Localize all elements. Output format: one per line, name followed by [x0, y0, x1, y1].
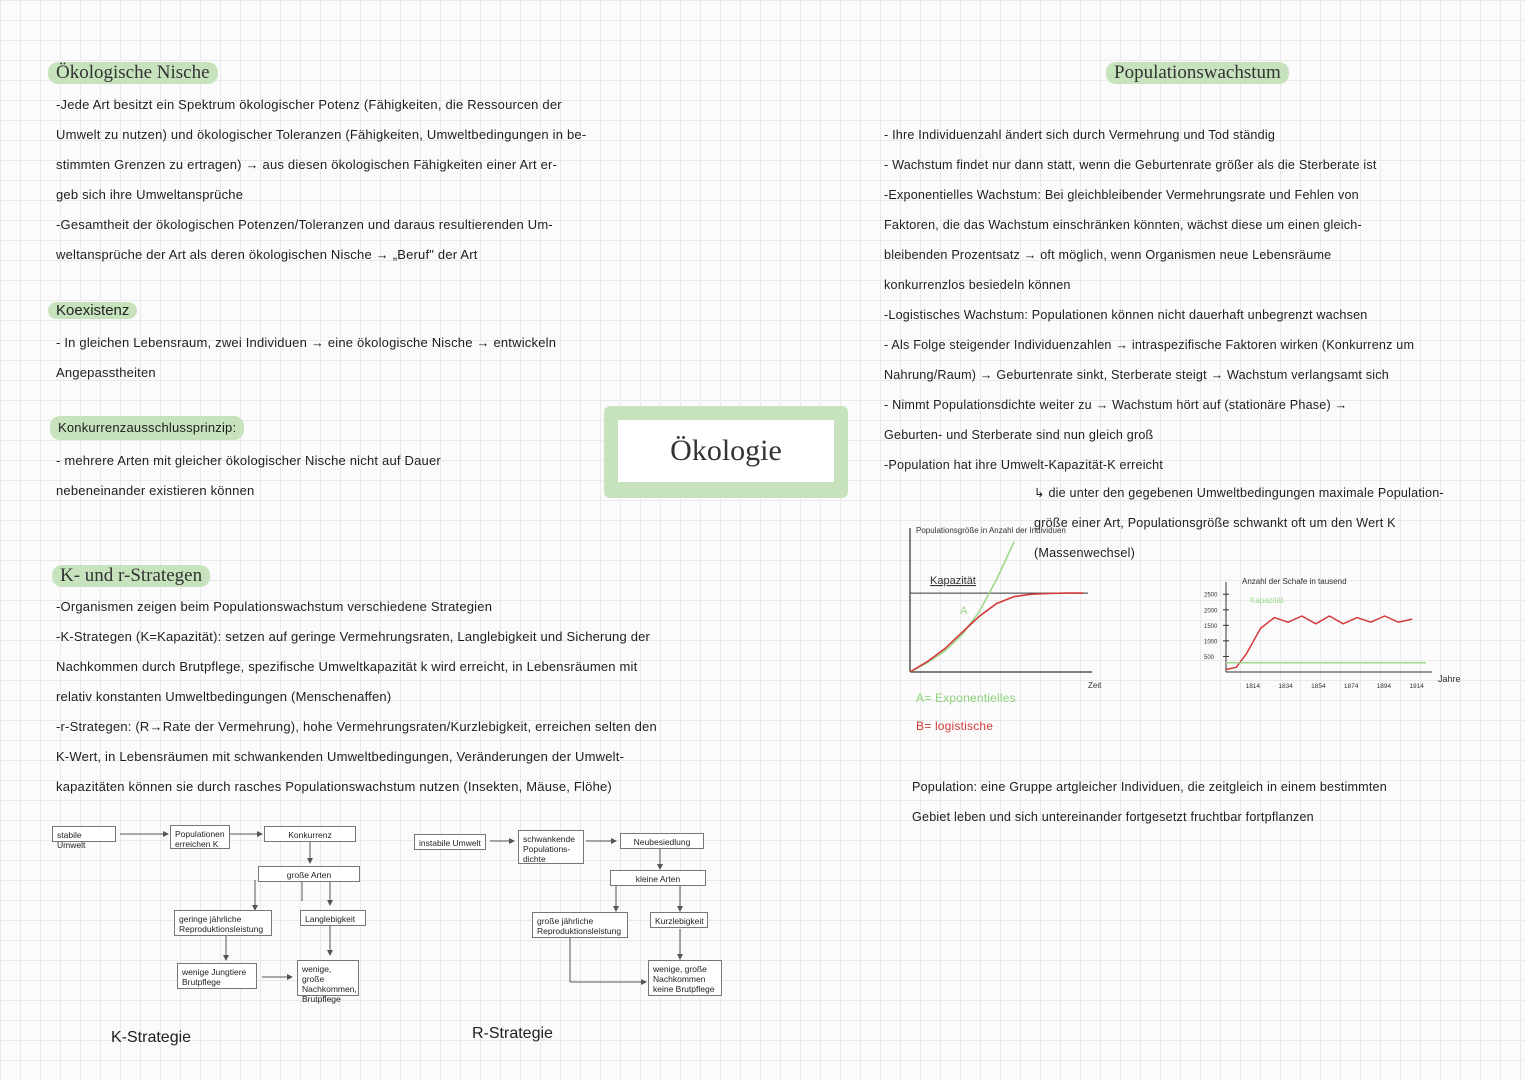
population-line: -Logistisches Wachstum: Populationen können nicht dauerhaft unbegrenzt wachsen	[884, 308, 1368, 322]
nische-line: geb sich ihre Umweltansprüche	[56, 187, 244, 202]
sheep-ytick-label: 2500	[1204, 592, 1218, 599]
note-line: ↳ die unter den gegebenen Umweltbedingungen maximale Population-	[1034, 486, 1444, 500]
strategen-line: Nachkommen durch Brutpflege, spezifische Umweltkapazität k wird erreicht, in Lebensräumen mit	[56, 659, 638, 674]
growth-chart-capacity-label: Kapazität	[930, 575, 976, 587]
population-line: bleibenden Prozentsatz → oft möglich, wenn Organismen neue Lebensräume	[884, 248, 1332, 262]
k-box-geringe-reproduktion: geringe jährliche Reproduktionsleistung	[174, 910, 272, 936]
koexistenz-title: Koexistenz	[48, 302, 137, 319]
koexistenz-line: Angepasstheiten	[56, 365, 156, 380]
growth-chart-series-a-label: A	[960, 605, 968, 617]
strategen-text	[56, 592, 657, 802]
sheep-chart	[1200, 570, 1470, 700]
k-box-wenige-grosse-nachkommen: wenige, große Nachkommen, Brutpflege	[297, 960, 359, 996]
population-line: Geburten- und Sterberate sind nun gleich groß	[884, 428, 1154, 442]
growth-chart-ylabel: Populationsgröße in Anzahl der Individuen	[916, 526, 1066, 535]
sheep-ytick-label: 2000	[1204, 608, 1218, 615]
r-box-schwankende-populationsdichte: schwankende Populations-dichte	[518, 830, 584, 864]
growth-series-b	[910, 593, 1083, 672]
konkurrenz-text	[56, 446, 441, 506]
growth-chart	[896, 520, 1126, 710]
koexistenz-line: - In gleichen Lebensraum, zwei Individuen → eine ökologische Nische → entwickeln	[56, 335, 557, 350]
strategen-line: kapazitäten können sie durch rasches Populationswachstum nutzen (Insekten, Mäuse, Flöhe)	[56, 779, 612, 794]
strategen-line: relativ konstanten Umweltbedingungen (Menschenaffen)	[56, 689, 392, 704]
nische-line: -Jede Art besitzt ein Spektrum ökologischer Potenz (Fähigkeiten, die Ressourcen der	[56, 97, 562, 112]
sheep-xtick-label: 1894	[1376, 683, 1392, 690]
population-line: - Als Folge steigender Individuenzahlen → intraspezifische Faktoren wirken (Konkurrenz um	[884, 338, 1415, 352]
strategen-title: K- und r-Strategen	[52, 565, 210, 587]
r-box-neubesiedlung: Neubesiedlung	[620, 833, 704, 849]
sheep-chart-capacity-label: Kapazität	[1250, 596, 1284, 605]
center-title: Ökologie	[670, 434, 782, 467]
k-box-wenige-jungtiere: wenige Jungtiere Brutpflege	[177, 963, 257, 989]
sheep-chart-xlabel: Jahre	[1438, 674, 1461, 684]
center-title-frame	[604, 406, 848, 498]
k-box-langlebigkeit: Langlebigkeit	[300, 910, 366, 926]
definition-line: Gebiet leben und sich untereinander fortgesetzt fruchtbar fortpflanzen	[912, 810, 1314, 824]
k-box-populationen-erreichen-k: Populationen erreichen K	[170, 825, 230, 849]
population-line: -Population hat ihre Umwelt-Kapazität-K erreicht	[884, 458, 1164, 472]
population-line: konkurrenzlos besiedeln können	[884, 278, 1071, 292]
k-box-stabile-umwelt: stabile Umwelt	[52, 826, 116, 842]
population-line: - Nimmt Populationsdichte weiter zu → Wachstum hört auf (stationäre Phase) →	[884, 398, 1348, 412]
nische-text	[56, 90, 586, 270]
strategen-line: -Organismen zeigen beim Populationswachstum verschiedene Strategien	[56, 599, 493, 614]
sheep-xtick-label: 1814	[1245, 683, 1261, 690]
r-box-instabile-umwelt: instabile Umwelt	[414, 834, 486, 850]
nische-title: Ökologische Nische	[48, 62, 218, 84]
r-strategie-label: R-Strategie	[472, 1025, 553, 1042]
population-text	[884, 120, 1414, 480]
strategen-line: -r-Strategen: (R→Rate der Vermehrung), hohe Vermehrungsraten/Kurzlebigkeit, erreichen selten den	[56, 719, 657, 734]
r-box-grosse-reproduktion: große jährliche Reproduktionsleistung	[532, 912, 628, 938]
sheep-chart-title: Anzahl der Schafe in tausend	[1242, 577, 1347, 586]
population-line: Faktoren, die das Wachstum einschränken könnten, wächst diese um einen gleich-	[884, 218, 1362, 232]
population-line: - Wachstum findet nur dann statt, wenn die Geburtenrate größer als die Sterberate ist	[884, 158, 1377, 172]
r-box-wenige-grosse-keine-brutpflege: wenige, große Nachkommen keine Brutpflege	[648, 960, 722, 996]
definition-line: Population: eine Gruppe artgleicher Individuen, die zeitgleich in einem bestimmten	[912, 780, 1387, 794]
population-title: Populationswachstum	[1106, 62, 1289, 84]
population-line: - Ihre Individuenzahl ändert sich durch Vermehrung und Tod ständig	[884, 128, 1276, 142]
k-strategie-label: K-Strategie	[111, 1029, 192, 1046]
konkurrenz-line: - mehrere Arten mit gleicher ökologischer Nische nicht auf Dauer	[56, 453, 441, 468]
population-line: -Exponentielles Wachstum: Bei gleichbleibender Vermehrungsrate und Fehlen von	[884, 188, 1359, 202]
chart-legend	[916, 684, 1016, 740]
sheep-ytick-label: 1000	[1204, 639, 1218, 646]
legend-b: B= logistische	[916, 719, 994, 733]
k-box-grosse-arten: große Arten	[258, 866, 360, 882]
sheep-xtick-label: 1914	[1409, 683, 1424, 690]
population-line: Nahrung/Raum) → Geburtenrate sinkt, Sterberate steigt → Wachstum verlangsamt sich	[884, 368, 1389, 382]
sheep-series	[1226, 616, 1412, 670]
sheep-xtick-label: 1834	[1278, 683, 1293, 690]
r-box-kleine-arten: kleine Arten	[610, 870, 706, 886]
r-box-kurzlebigkeit: Kurzlebigkeit	[650, 912, 708, 928]
sheep-ytick-label: 500	[1204, 654, 1215, 661]
sheep-xtick-label: 1854	[1311, 683, 1326, 690]
nische-line: stimmten Grenzen zu ertragen) → aus diesen ökologischen Fähigkeiten einer Art er-	[56, 157, 558, 172]
sheep-ytick-label: 1500	[1204, 623, 1218, 630]
koexistenz-text	[56, 328, 556, 388]
population-definition	[912, 772, 1387, 832]
strategen-line: -K-Strategen (K=Kapazität): setzen auf geringe Vermehrungsraten, Langlebigkeit und Sicherung der	[56, 629, 651, 644]
nische-line: Umwelt zu nutzen) und ökologischer Toleranzen (Fähigkeiten, Umweltbedingungen in be-	[56, 127, 587, 142]
growth-chart-xlabel: Zeit	[1088, 681, 1102, 690]
nische-line: weltansprüche der Art als deren ökologischen Nische → „Beruf" der Art	[56, 247, 478, 262]
note-line: größe einer Art, Populationsgröße schwankt oft um den Wert K	[1034, 516, 1396, 530]
konkurrenz-title: Konkurrenzausschlussprinzip:	[50, 416, 244, 440]
sheep-xtick-label: 1874	[1343, 683, 1359, 690]
konkurrenz-line: nebeneinander existieren können	[56, 483, 255, 498]
k-box-konkurrenz: Konkurrenz	[264, 826, 356, 842]
note-line: (Massenwechsel)	[1034, 546, 1135, 560]
legend-a: A= Exponentielles	[916, 691, 1016, 705]
strategen-line: K-Wert, in Lebensräumen mit schwankenden Umweltbedingungen, Veränderungen der Umwelt-	[56, 749, 625, 764]
nische-line: -Gesamtheit der ökologischen Potenzen/Toleranzen und daraus resultierenden Um-	[56, 217, 553, 232]
